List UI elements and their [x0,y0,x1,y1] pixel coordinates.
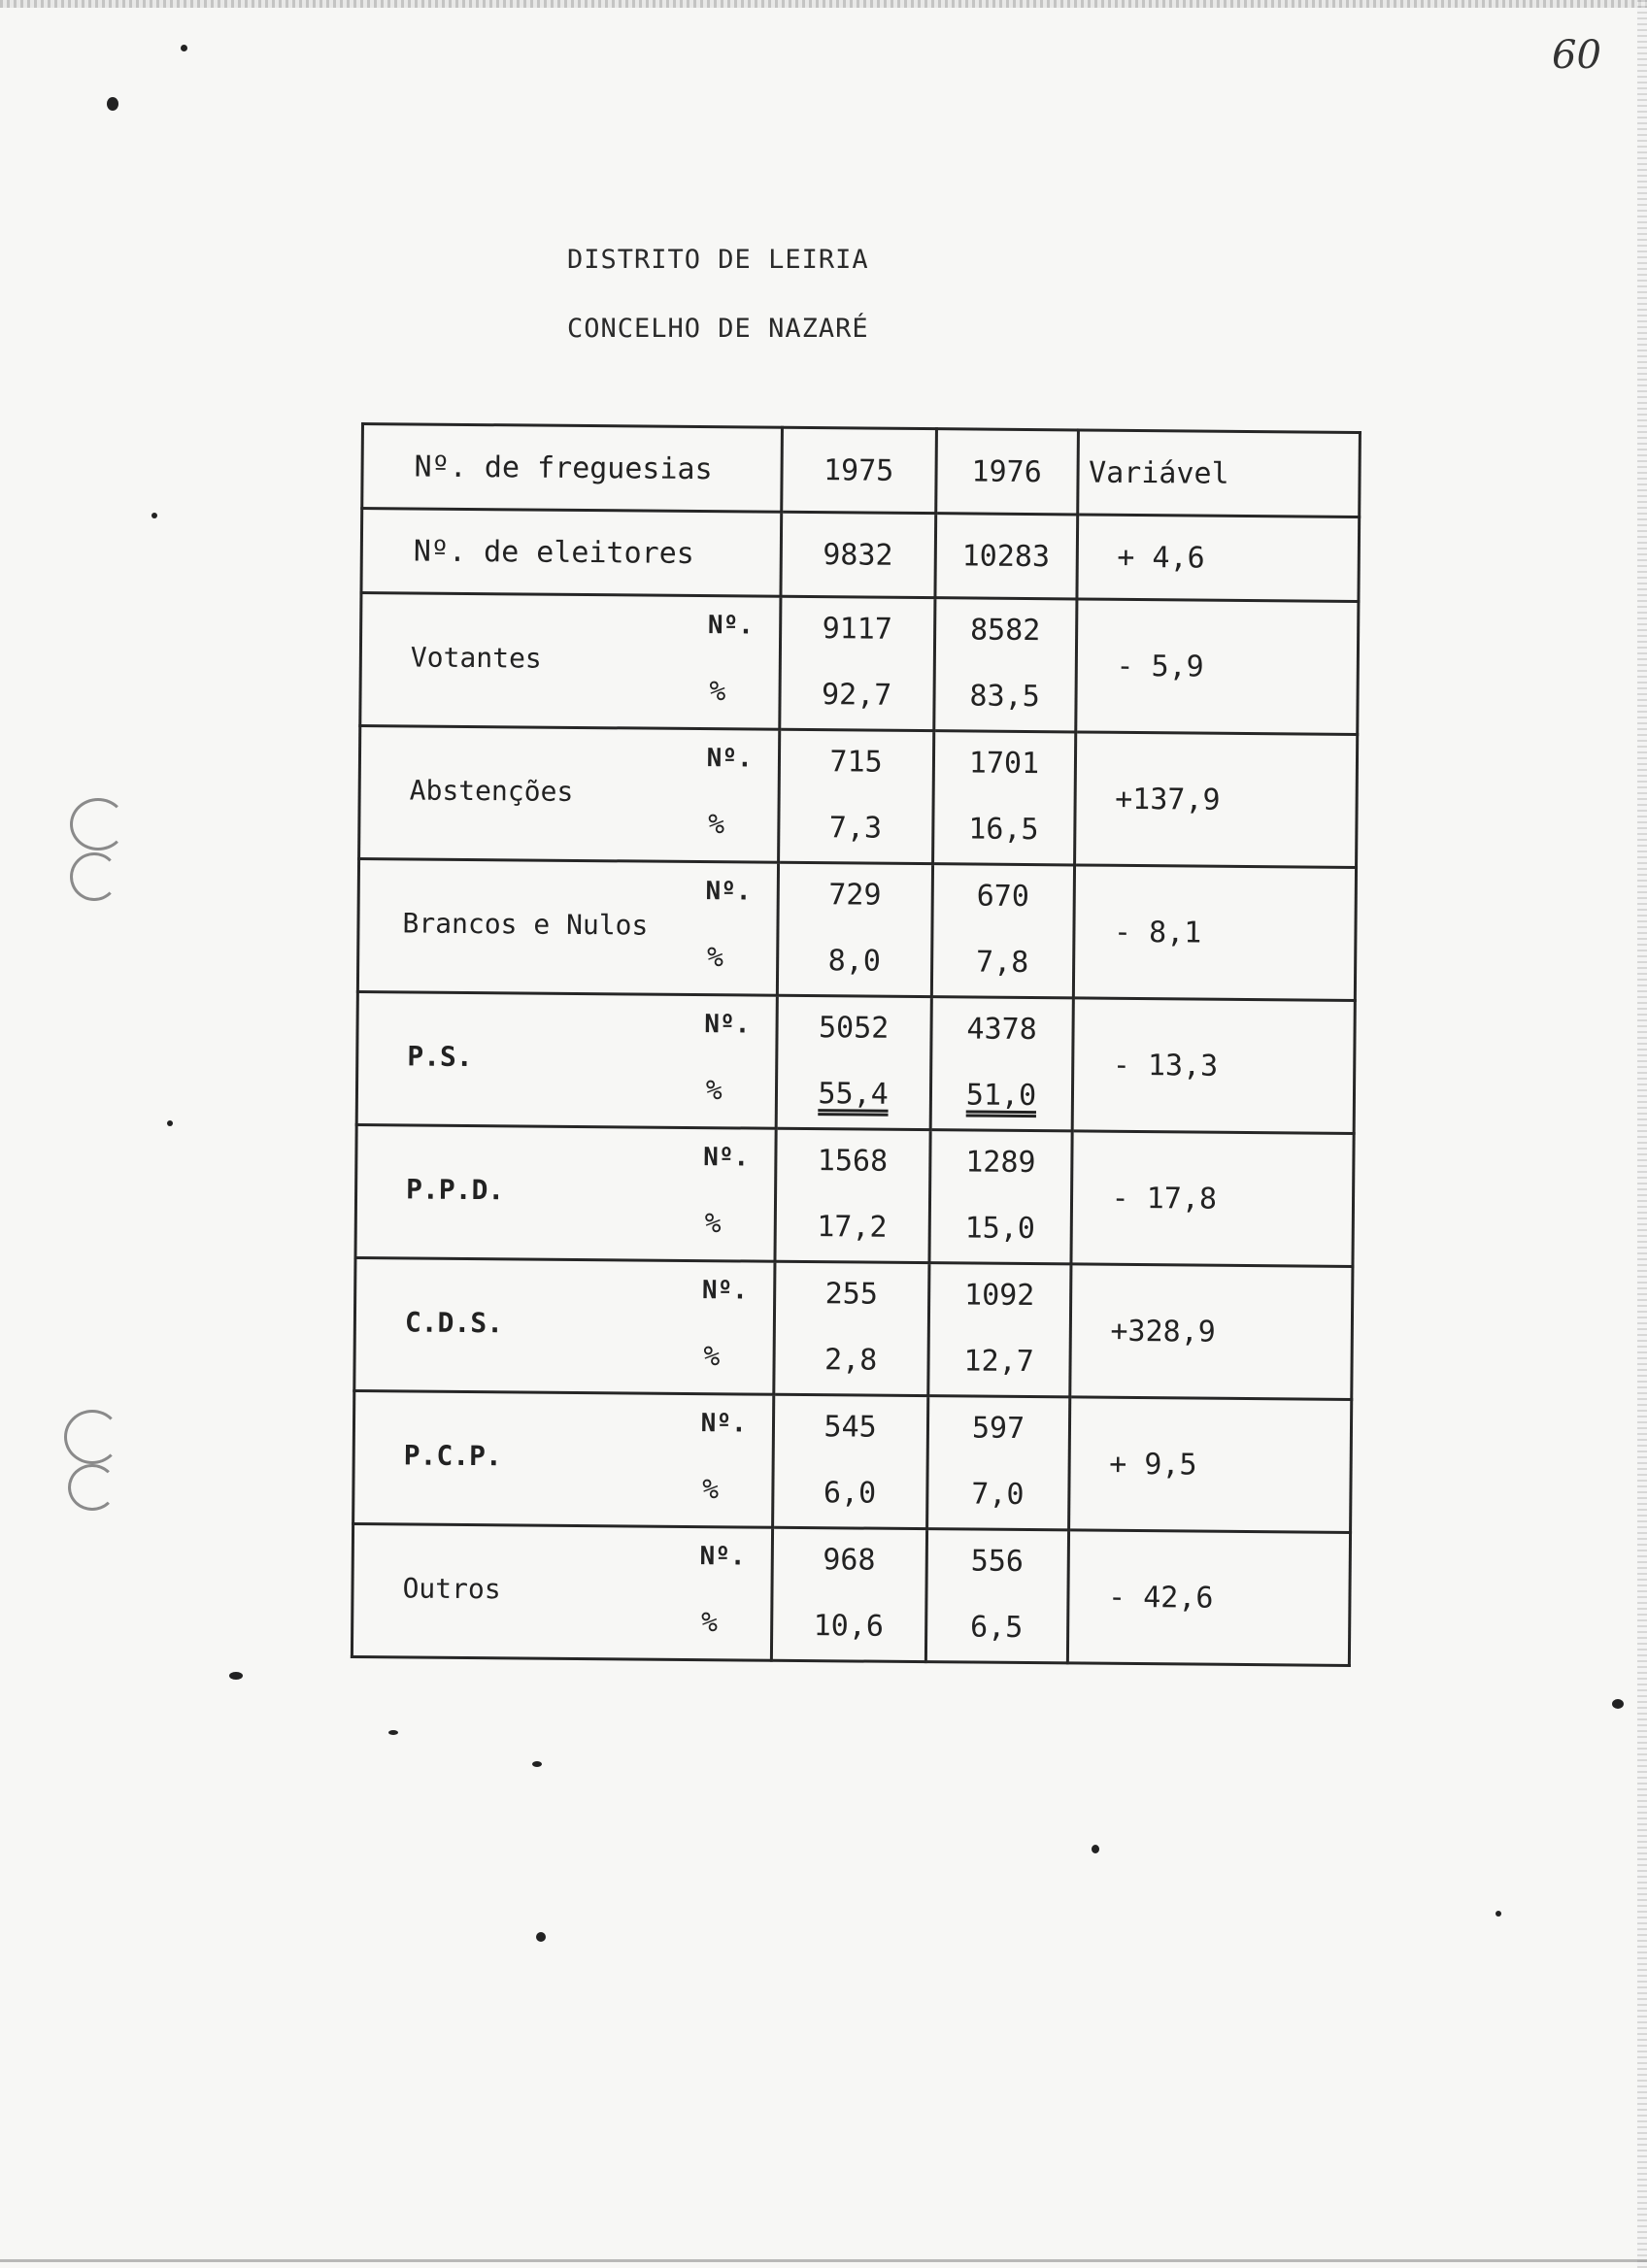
count-1975: 9117 [822,612,893,647]
row-label: C.D.S. [404,1306,504,1340]
variation-value: - 5,9 [1075,599,1359,735]
percent-1975: 8,0 [827,944,882,979]
variation-value: +137,9 [1074,732,1358,868]
count-1976: 670 [976,879,1030,915]
scan-speck [151,513,157,518]
page-number: 60 [1552,33,1601,78]
year-1976-header: 1976 [935,429,1078,515]
count-label: Nº. [700,1409,747,1439]
percent-1976: 83,5 [969,679,1040,715]
table-row [359,726,1358,868]
percent-label: % [708,808,725,841]
row-label: Votantes [410,641,542,675]
table-row [355,1124,1354,1266]
percent-1976: 16,5 [968,812,1039,848]
scan-speck [1612,1699,1624,1709]
percent-1976: 7,0 [971,1477,1025,1512]
scan-speck [1496,1911,1501,1917]
variation-value: - 8,1 [1073,865,1357,1001]
percent-label: % [705,1074,723,1107]
count-1975: 255 [824,1277,879,1312]
count-1975: 729 [828,878,882,913]
table-row [353,1390,1352,1532]
count-1975: 1568 [817,1144,889,1179]
percent-1975: 55,4 [818,1077,889,1112]
percent-label: % [703,1340,721,1373]
count-1975: 545 [824,1410,877,1445]
table-row [354,1257,1353,1399]
punch-hole-icon [68,1464,117,1511]
percent-label: % [704,1207,722,1240]
electors-row [361,509,1360,602]
scan-speck [536,1932,546,1942]
scan-bottom-edge [0,2259,1647,2262]
variable-header: Variável [1077,430,1360,517]
count-label: Nº. [706,744,753,774]
electors-1975: 9832 [781,512,936,597]
variation-value: +328,9 [1069,1264,1353,1400]
scan-top-edge [0,0,1647,8]
election-results-table [351,422,1361,1667]
count-1975: 968 [823,1543,876,1578]
scan-speck [107,97,118,111]
scan-speck [167,1120,173,1126]
percent-1976: 6,5 [969,1610,1024,1645]
percent-1976: 51,0 [965,1078,1037,1114]
table-header-row [362,424,1361,517]
percent-1975: 92,7 [821,678,892,713]
scan-speck [532,1761,542,1767]
table-row [352,1523,1350,1665]
percent-1975: 2,8 [824,1343,878,1378]
percent-1976: 7,8 [975,945,1029,981]
row-label: Outros [402,1572,501,1606]
row-label: Brancos e Nulos [402,907,649,942]
table-row [356,991,1355,1133]
count-1976: 1289 [965,1145,1036,1181]
scan-right-edge [1637,0,1647,2268]
variation-value: + 9,5 [1068,1397,1352,1533]
electors-label: Nº. de eleitores [361,509,781,597]
row-label: Abstenções [409,774,574,808]
count-label: Nº. [701,1276,749,1306]
row-label: P.P.D. [405,1173,505,1207]
punch-hole-icon [64,1410,120,1464]
count-label: Nº. [704,1010,751,1040]
count-1975: 715 [829,745,883,780]
percent-label: % [700,1606,719,1639]
percent-1975: 10,6 [813,1609,885,1644]
count-1975: 5052 [818,1011,890,1046]
scan-speck [388,1730,398,1735]
table-row [357,858,1356,1000]
electors-variable: + 4,6 [1077,515,1360,602]
percent-1975: 17,2 [817,1210,888,1245]
percent-1975: 7,3 [828,811,883,846]
variation-value: - 42,6 [1067,1530,1351,1666]
parishes-header: Nº. de freguesias [362,424,782,513]
variation-value: - 13,3 [1072,998,1356,1134]
percent-1976: 12,7 [963,1344,1034,1380]
percent-1976: 15,0 [964,1211,1036,1247]
punch-hole-icon [70,852,118,901]
count-label: Nº. [705,877,752,907]
percent-label: % [702,1473,720,1506]
variation-value: - 17,8 [1071,1131,1355,1267]
scan-speck [181,45,187,51]
punch-hole-icon [70,798,126,850]
year-1975-header: 1975 [781,427,936,513]
district-heading: DISTRITO DE LEIRIA [567,245,869,275]
count-1976: 4378 [966,1012,1037,1048]
row-label: P.S. [407,1040,473,1074]
count-label: Nº. [699,1542,746,1572]
municipality-heading: CONCELHO DE NAZARÉ [567,314,869,344]
count-1976: 556 [970,1544,1025,1579]
table-row [360,593,1359,735]
scan-speck [1092,1845,1099,1853]
row-label: P.C.P. [403,1439,503,1473]
count-label: Nº. [707,611,755,641]
scan-speck [229,1672,243,1680]
count-1976: 597 [971,1411,1025,1446]
percent-label: % [709,675,726,708]
percent-1975: 6,0 [823,1476,877,1511]
count-1976: 1092 [963,1278,1035,1314]
count-label: Nº. [703,1143,750,1173]
electors-1976: 10283 [934,514,1077,599]
count-1976: 1701 [968,746,1040,782]
percent-label: % [706,941,724,974]
count-1976: 8582 [969,613,1041,649]
